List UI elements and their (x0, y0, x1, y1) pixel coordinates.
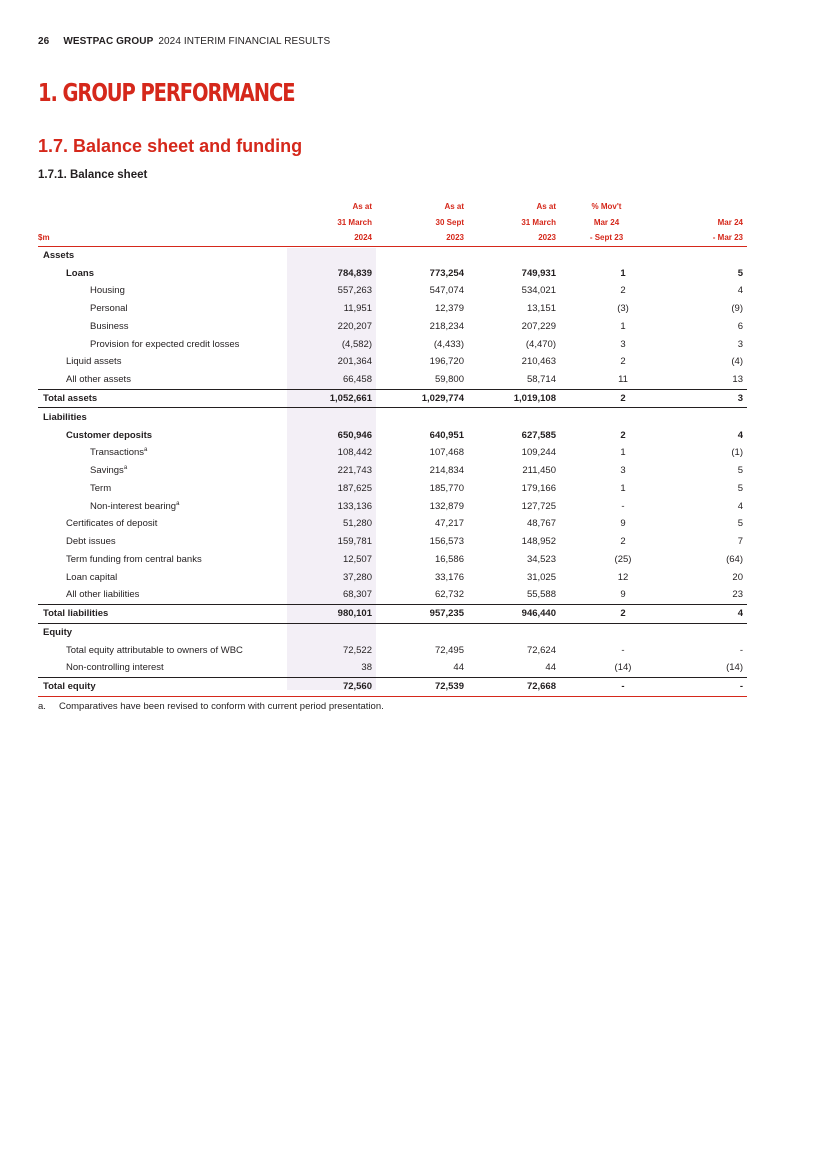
table-cell (560, 371, 653, 389)
table-cell: 221,743 (337, 465, 372, 477)
table-cell (560, 533, 653, 551)
row-label-text: Personal (90, 303, 128, 315)
table-row (38, 641, 747, 659)
table-cell: (4) (731, 356, 743, 368)
table-cell: 957,235 (376, 604, 468, 623)
table-cell: 11,951 (343, 303, 372, 315)
table-cell (560, 389, 653, 408)
table-cell: 3 (653, 389, 747, 408)
table-cell (560, 408, 653, 426)
table-cell: 3 (737, 338, 743, 350)
table-cell (560, 353, 653, 371)
table-cell: 16,586 (434, 553, 464, 565)
movement-value: 9 (620, 518, 626, 530)
row-label-text: Term (90, 482, 112, 494)
row-label-text: Total equity (43, 681, 96, 693)
table-cell: 127,725 (521, 500, 556, 512)
row-label (38, 479, 287, 497)
col-header: 31 March (337, 217, 372, 227)
row-label-text: Debt issues (66, 536, 116, 548)
table-cell (560, 264, 653, 282)
row-label-text: All other liabilities (66, 589, 140, 601)
table-cell: 12,507 (342, 553, 372, 565)
table-cell (560, 677, 653, 696)
row-label (38, 300, 287, 318)
table-cell: 132,879 (429, 500, 464, 512)
table-cell: 207,229 (521, 320, 556, 332)
table-cell: 1,052,661 (287, 389, 376, 408)
table-cell (653, 623, 747, 641)
table-row (38, 586, 747, 604)
table-cell: 59,800 (434, 374, 464, 386)
row-label (38, 515, 287, 533)
table-cell: 1,029,774 (376, 389, 468, 408)
table-cell (560, 282, 653, 300)
subsection-title: 1.7. Balance sheet and funding (38, 136, 303, 156)
row-label (38, 641, 287, 659)
row-label-text: Business (90, 320, 129, 332)
movement-value: 9 (620, 589, 626, 601)
table-cell: 12,379 (434, 303, 464, 315)
col-header: - Mar 23 (653, 230, 747, 246)
table-cell (468, 623, 560, 641)
table-row (38, 282, 747, 300)
table-row (38, 677, 747, 696)
movement-value: 1 (620, 482, 626, 494)
table-cell: 72,539 (376, 677, 468, 696)
row-label-text: Liquid assets (66, 356, 122, 368)
table-row (38, 246, 747, 264)
movement-value: 2 (620, 356, 626, 368)
table-cell (560, 641, 653, 659)
table-cell: 13,151 (526, 303, 556, 315)
row-label (38, 371, 287, 389)
table-cell: (4,433) (433, 338, 464, 350)
table-cell: 650,946 (337, 429, 372, 441)
table-cell: 20 (732, 571, 743, 583)
table-cell: 33,176 (434, 571, 464, 583)
row-label-text: All other assets (66, 374, 131, 386)
table-cell (653, 408, 747, 426)
col-header: Mar 24 (717, 217, 743, 227)
table-cell (287, 246, 376, 264)
table-row (38, 444, 747, 462)
table-cell: (4,582) (341, 338, 372, 350)
table-cell (560, 604, 653, 623)
table-cell: 5 (737, 267, 743, 279)
table-cell: 58,714 (526, 374, 556, 386)
row-label-text: Equity (43, 626, 73, 638)
table-cell: 201,364 (337, 356, 372, 368)
table-cell: - (653, 677, 747, 696)
row-label (38, 282, 287, 300)
table-cell (560, 659, 653, 677)
table-cell: 51,280 (342, 518, 372, 530)
row-label (38, 604, 287, 623)
table-cell: 6 (737, 320, 743, 332)
balance-sheet-table-wrapper (38, 199, 747, 697)
table-cell (560, 444, 653, 462)
table-row (38, 533, 747, 551)
report-name: 2024 INTERIM FINANCIAL RESULTS (158, 36, 331, 47)
table-cell (560, 300, 653, 318)
row-label (38, 264, 287, 282)
row-label (38, 408, 287, 426)
table-cell (560, 515, 653, 533)
table-cell: 66,458 (342, 374, 372, 386)
table-cell: 640,951 (429, 429, 464, 441)
row-label-text: Customer deposits (66, 429, 153, 441)
table-cell (468, 408, 560, 426)
table-cell: (1) (731, 447, 743, 459)
row-label (38, 353, 287, 371)
table-cell: 547,074 (429, 285, 464, 297)
row-label-text: Total equity attributable to owners of WBC (66, 644, 243, 656)
table-row (38, 659, 747, 677)
table-cell: 4 (653, 604, 747, 623)
row-label (38, 389, 287, 408)
movement-value: 1 (620, 267, 626, 279)
page-number: 26 (38, 36, 50, 47)
row-label (38, 659, 287, 677)
table-row (38, 371, 747, 389)
table-cell (560, 246, 653, 264)
movement-value: 2 (620, 393, 626, 404)
table-cell: 107,468 (429, 447, 464, 459)
row-label (38, 586, 287, 604)
table-row (38, 604, 747, 623)
table-row (38, 353, 747, 371)
row-label (38, 335, 287, 353)
table-cell: 156,573 (429, 536, 464, 548)
row-label-text: Term funding from central banks (66, 553, 202, 565)
row-label (38, 568, 287, 586)
footnote-label: a. (38, 701, 46, 712)
section-title: 1. GROUP PERFORMANCE (38, 78, 295, 107)
col-header: Mar 24 (593, 217, 620, 227)
table-cell: 210,463 (521, 356, 556, 368)
table-cell: 1,019,108 (468, 389, 560, 408)
table-cell (287, 623, 376, 641)
table-row (38, 335, 747, 353)
table-cell: 72,668 (468, 677, 560, 696)
header-row-1 (38, 199, 747, 215)
table-cell: 218,234 (429, 320, 464, 332)
movement-value: 2 (620, 608, 626, 620)
row-label-text: Total assets (43, 393, 98, 404)
table-row (38, 300, 747, 318)
table-cell: 13 (732, 374, 743, 386)
row-label (38, 533, 287, 551)
table-row (38, 479, 747, 497)
movement-value: 2 (620, 429, 626, 441)
table-cell: 72,624 (526, 644, 556, 656)
table-cell: 211,450 (522, 465, 556, 477)
table-cell: 44 (453, 662, 464, 674)
row-label (38, 677, 287, 696)
row-label-text: Savings (90, 465, 124, 477)
table-cell: 187,625 (337, 482, 372, 494)
table-cell: 47,217 (434, 518, 464, 530)
unit-label: $m (38, 230, 287, 246)
table-cell: 68,307 (342, 589, 372, 601)
movement-value: 1 (620, 320, 626, 332)
table-cell: (14) (726, 662, 743, 674)
row-label-text: Assets (43, 249, 75, 261)
table-cell: 44 (545, 662, 556, 674)
row-label-text: Loan capital (66, 571, 118, 583)
col-header: 2023 (468, 230, 560, 246)
table-cell: 7 (737, 536, 743, 548)
table-cell: (64) (726, 553, 743, 565)
footnote (38, 701, 384, 712)
row-label-text: Total liabilities (43, 608, 109, 620)
movement-value: 3 (620, 465, 626, 477)
row-label-text: Certificates of deposit (66, 518, 158, 530)
table-cell: 148,952 (521, 536, 556, 548)
col-header: 30 Sept (435, 217, 464, 227)
table-cell (560, 551, 653, 569)
table-cell: 72,522 (342, 644, 372, 656)
row-label-text: Non-controlling interest (66, 662, 164, 674)
table-cell: 37,280 (342, 571, 372, 583)
table-cell: 31,025 (526, 571, 556, 583)
company-name: WESTPAC GROUP (63, 36, 154, 47)
table-row (38, 551, 747, 569)
table-cell: 784,839 (337, 267, 372, 279)
table-row (38, 389, 747, 408)
movement-value: 12 (617, 571, 629, 583)
balance-sheet-table (38, 199, 747, 697)
table-cell (560, 462, 653, 480)
movement-value: 2 (620, 536, 626, 548)
table-cell (560, 335, 653, 353)
table-cell: 38 (361, 662, 372, 674)
table-cell (560, 623, 653, 641)
footnote-marker: a (123, 465, 128, 472)
table-cell: (9) (731, 303, 743, 315)
table-row (38, 623, 747, 641)
table-cell: 534,021 (521, 285, 556, 297)
table-cell: 4 (737, 285, 743, 297)
row-label (38, 623, 287, 641)
row-label-text: Transactions (90, 447, 145, 459)
table-cell: 773,254 (429, 267, 464, 279)
movement-value: 2 (620, 285, 626, 297)
table-cell: 34,523 (526, 553, 556, 565)
table-cell (560, 497, 653, 515)
movement-value: (25) (614, 553, 632, 565)
col-header: As at (536, 202, 556, 212)
table-row (38, 515, 747, 533)
col-header: 2023 (376, 230, 468, 246)
table-cell: 627,585 (521, 429, 556, 441)
header-row-2 (38, 215, 747, 231)
table-cell: 5 (737, 482, 743, 494)
table-cell: 4 (737, 429, 743, 441)
table-row (38, 497, 747, 515)
movement-value: 1 (620, 447, 626, 459)
page-header (38, 36, 330, 47)
row-label (38, 551, 287, 569)
row-label (38, 444, 287, 462)
table-row (38, 264, 747, 282)
header-row-3 (38, 230, 747, 246)
movement-header: % Mov't (591, 202, 622, 212)
table-cell: 133,136 (337, 500, 372, 512)
movement-value: (14) (614, 662, 632, 674)
table-cell: 108,442 (337, 447, 372, 459)
table-cell: 159,781 (337, 536, 372, 548)
col-header: As at (444, 202, 464, 212)
col-header: - Sept 23 (560, 230, 653, 246)
table-cell (560, 479, 653, 497)
table-cell (376, 623, 468, 641)
table-row (38, 318, 747, 336)
movement-value: (3) (617, 303, 629, 315)
row-label-text: Loans (66, 267, 94, 279)
table-cell: 62,732 (434, 589, 464, 601)
row-label-text: Non-interest bearing (90, 500, 177, 512)
table-cell: 5 (737, 518, 743, 530)
table-cell: 55,588 (526, 589, 556, 601)
col-header: 2024 (287, 230, 376, 246)
table-cell: 749,931 (521, 267, 556, 279)
table-cell: 72,560 (287, 677, 376, 696)
table-cell: 196,720 (429, 356, 464, 368)
balance-sheet-heading: 1.7.1. Balance sheet (38, 169, 148, 181)
table-cell: 557,263 (337, 285, 372, 297)
row-label-text: Provision for expected credit losses (90, 338, 240, 350)
table-cell (560, 568, 653, 586)
table-cell (560, 318, 653, 336)
row-label (38, 246, 287, 264)
table-cell: 23 (732, 589, 743, 601)
movement-value: - (621, 644, 625, 656)
table-cell: (4,470) (525, 338, 556, 350)
table-cell: 946,440 (468, 604, 560, 623)
table-cell: 179,166 (521, 482, 556, 494)
footnote-marker: a (144, 447, 148, 454)
table-cell: 214,834 (429, 465, 464, 477)
row-label-text: Housing (90, 285, 125, 297)
table-cell: 48,767 (526, 518, 556, 530)
row-label-text: Liabilities (43, 411, 87, 423)
footnote-text: Comparatives have been revised to conform with current period presentation. (59, 701, 384, 712)
row-label (38, 426, 287, 444)
table-cell (468, 246, 560, 264)
table-cell: 5 (737, 465, 743, 477)
row-label (38, 318, 287, 336)
movement-value: - (621, 500, 625, 512)
table-cell: - (739, 644, 743, 656)
table-cell (376, 408, 468, 426)
table-cell (287, 408, 376, 426)
table-cell: 185,770 (429, 482, 464, 494)
table-cell: 980,101 (287, 604, 376, 623)
col-header: As at (352, 202, 372, 212)
table-cell: 220,207 (337, 320, 372, 332)
col-header: 31 March (521, 217, 556, 227)
row-label (38, 462, 287, 480)
movement-value: 11 (618, 374, 628, 386)
table-cell (560, 586, 653, 604)
table-row (38, 426, 747, 444)
table-row (38, 408, 747, 426)
movement-value: - (621, 681, 625, 693)
table-cell: 4 (737, 500, 743, 512)
table-cell: 72,495 (434, 644, 464, 656)
table-cell (376, 246, 468, 264)
table-cell (653, 246, 747, 264)
footnote-marker: a (176, 500, 180, 507)
table-cell: 109,244 (521, 447, 556, 459)
table-row (38, 462, 747, 480)
table-cell (560, 426, 653, 444)
table-row (38, 568, 747, 586)
row-label (38, 497, 287, 515)
movement-value: 3 (620, 338, 626, 350)
